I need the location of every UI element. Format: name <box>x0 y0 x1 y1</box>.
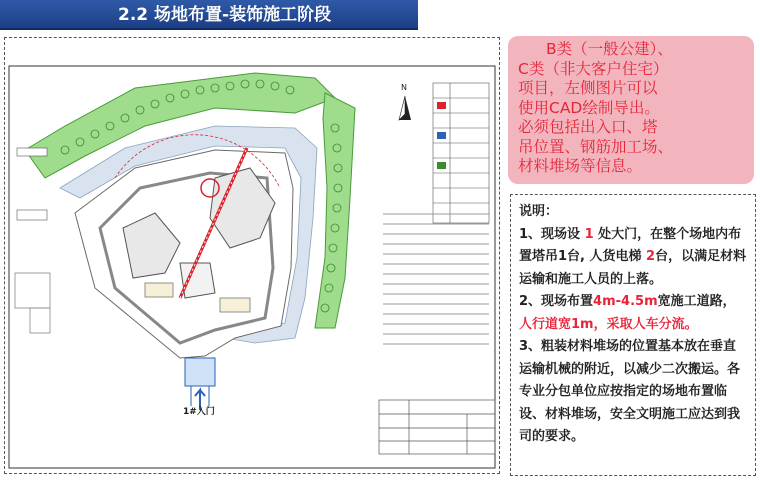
building-c <box>180 263 215 298</box>
note-line: 项目，左侧图片可以 <box>518 79 658 97</box>
page-title: 2.2 场地布置-装饰施工阶段 <box>0 0 418 30</box>
description-heading: 说明： <box>519 204 559 219</box>
site-plan-drawing <box>4 37 500 474</box>
north-label: N <box>401 83 407 92</box>
label-box <box>17 210 47 220</box>
note-line: B类（一般公建）、 <box>546 40 673 58</box>
instruction-note <box>508 36 754 184</box>
description-item-3: 3、粗装材料堆场的位置基本放在垂直运输机械的附近，以减少二次搬运。各专业分包单位应按指定的场地布置临设、材料堆场，安全文明施工应达到我司的要求。 <box>519 339 741 444</box>
material-yard-2 <box>220 298 250 312</box>
gate-area <box>185 358 215 386</box>
note-line: 必须包括出入口、塔 <box>518 118 658 136</box>
gate-label: 1#入门 <box>183 407 215 417</box>
description-item-2: 2、现场布置4m-4.5m宽施工道路，人行道宽1m，采取人车分流。 <box>519 294 736 332</box>
north-arrow-icon <box>399 96 411 120</box>
material-yard-1 <box>145 283 173 297</box>
note-line: 材料堆场等信息。 <box>518 157 643 175</box>
note-line: 使用CAD绘制导出。 <box>518 98 660 117</box>
neighbor-building <box>15 273 50 308</box>
green-belt-right <box>315 93 355 328</box>
site-plan-svg <box>5 38 499 473</box>
legend-icon <box>433 83 489 223</box>
description-box <box>510 194 756 476</box>
description-item-1: 1、现场设 1 处大门，在整个场地内布置塔吊1台, 人货电梯 2台，以满足材料运输和施工人员的上落。 <box>519 226 747 287</box>
note-line: C类（非大客户住宅） <box>518 59 669 78</box>
drawing-notes <box>383 214 489 344</box>
drawing-title-block <box>379 400 495 454</box>
note-line: 吊位置、钢筋加工场、 <box>518 137 674 156</box>
